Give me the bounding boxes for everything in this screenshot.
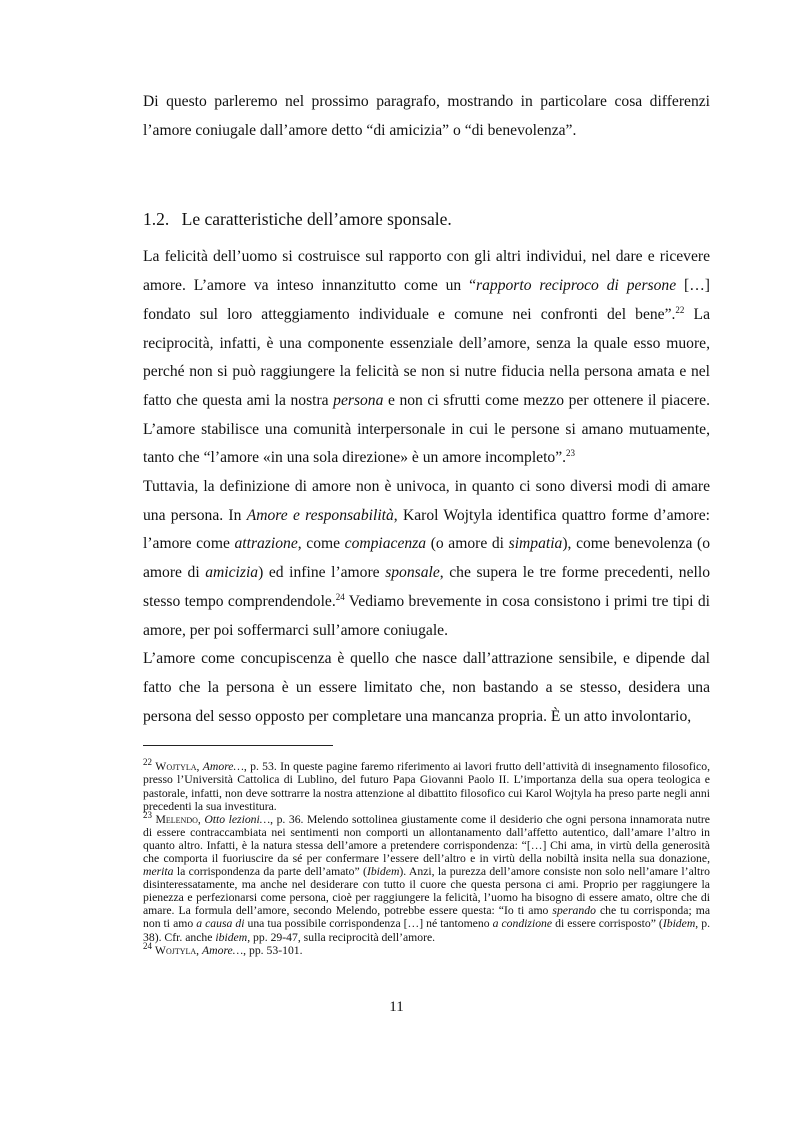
- page-number: 11: [389, 999, 404, 1015]
- section-number: 1.2.: [143, 209, 170, 230]
- footnote-separator: [143, 745, 333, 746]
- intro-paragraph: Di questo parleremo nel prossimo paragrafo, mostrando in particolare cosa differenzi l’amore coniugale dall’amore detto “di amicizia” o “di benevolenza”.: [143, 93, 710, 139]
- footnote-24: $^{24}$ Wojtyla, Amore…, pp. 53-101.: [143, 940, 303, 957]
- footnote-ref-22[interactable]: 22: [675, 304, 685, 315]
- footnote-23: $^{23}$ Melendo, Otto lezioni…, p. 36. Melendo sottolinea giustamente come il desiderio che ogni persona innamorata nutre di essere contraccambiata nei sentimenti non comporti un allontanamento dall’affetto autentico, dall’amare l’altro in quanto altro. Infatti, è la natura stessa dell’amore a pretendere corrispondenza: “[…] Chi ama, in virtù della generosità che comporta il fuoriuscire da sé per confermare l’essere dell’altro e in virtù della nobiltà insita nella sua donazione, merita la corrispondenza da parte dell’amato” (Ibidem). Anzi, la purezza dell’amore consiste non solo nell’amare l’altro disinteressatamente, ma anche nel desiderare con tutto il cuore che questa persona ci ami. Proprio per raggiungere la pienezza e perfezionarsi come persona, cioè per raggiungere la felicità, l’uomo ha bisogno di essere amato, oltre che di amare. La formula dell’amore, secondo Melendo, potrebbe essere questa: “Io ti amo sperando che tu corrisponda; ma non ti amo a causa di una tua possibile corrispondenza […] né tantomeno a condizione di essere corrisposto” (Ibidem, p. 38). Cfr. anche ibidem, pp. 29-47, sulla reciprocità dell’amore.: [143, 809, 711, 944]
- paragraph-2: Tuttavia, la definizione di amore non è univoca, in quanto ci sono diversi modi di amare una persona. In Amore e responsabilità, Karol Wojtyla identifica quattro forme d’amore: l’amore come attrazione, come compiacenza (o amore di simpatia), come benevolenza (o amore di amicizia) ed infine l’amore sponsale, che supera le tre forme precedenti, nello stesso tempo comprendendole.$^{24}$ Vediamo brevemente in cosa consistono i primi tre tipi di amore, per poi soffermarci sull’amore coniugale.: [143, 478, 711, 639]
- section-title: Le caratteristiche dell’amore sponsale.: [181, 209, 452, 230]
- paragraph-1: La felicità dell’uomo si costruisce sul rapporto con gli altri individui, nel dare e ricevere amore. L’amore va inteso innanzitutto come un “rapporto reciproco di persone […] fondato sul loro atteggiamento individuale e comune nei confronti del bene”.$^{22}$ La reciprocità, infatti, è una componente essenziale dell’amore, senza la quale esso muore, perché non si può raggiungere la felicità se non si nutre fiducia nella persona amata e nel fatto che questa ami la nostra persona e non ci sfrutti come mezzo per ottenere il piacere. L’amore stabilisce una comunità interpersonale in cui le persone si amano mutuamente, tanto che “l’amore «in una sola direzione» è un amore incompleto”.$^{23}$: [143, 248, 710, 467]
- footnote-ref-24[interactable]: 24: [335, 591, 345, 602]
- footnote-22: $^{22}$ Wojtyla, Amore…, p. 53. In queste pagine faremo riferimento ai lavori frutto dell’attività di insegnamento filosofico, presso l’Università Cattolica di Lublino, del futuro Papa Giovanni Paolo II. L’importanza della sua opera teologica e pastorale, infatti, non deve sottrarre la nostra attenzione al dibattito filosofico cui Karol Wojtyla ha preso parte negli anni precedenti la sua investitura.: [143, 757, 710, 813]
- page-body: [143, 88, 710, 957]
- footnote-ref-23[interactable]: 23: [566, 448, 576, 459]
- section-heading: [143, 207, 710, 231]
- paragraph-3: L’amore come concupiscenza è quello che nasce dall’attrazione sensibile, e dipende dal fatto che la persona è un essere limitato che, non bastando a se stesso, desidera una persona del sesso opposto per completare una mancanza propria. È un atto involontario,: [143, 650, 710, 725]
